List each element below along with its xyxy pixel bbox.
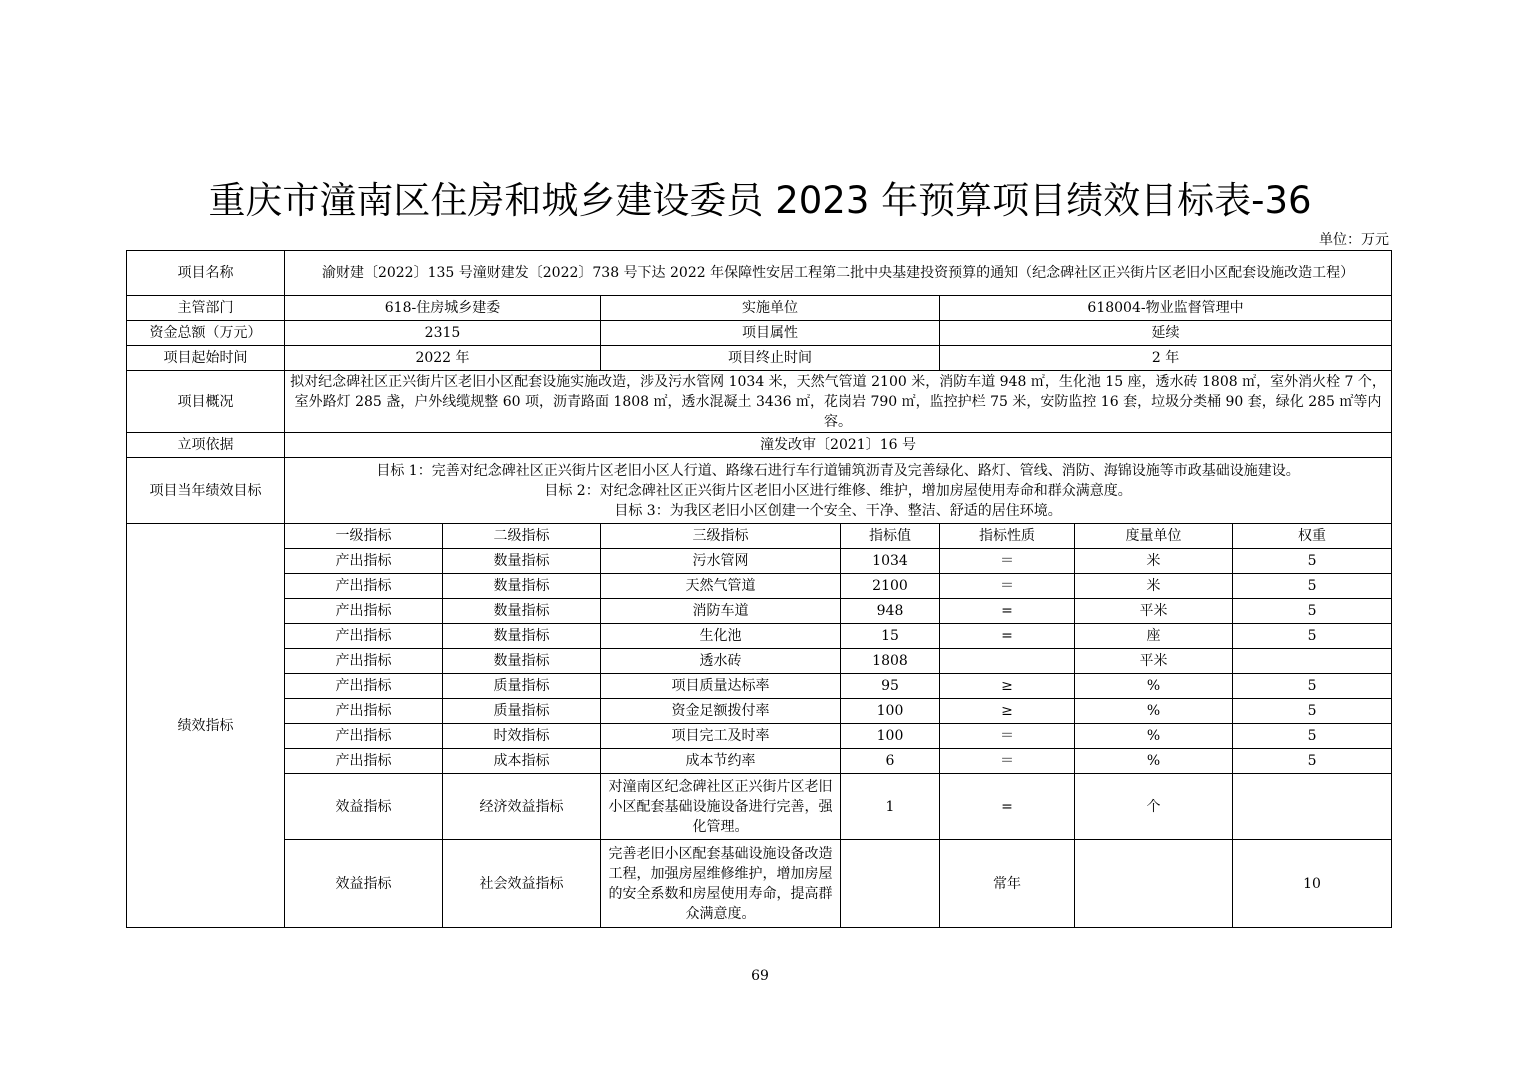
project-name-row (127, 251, 1392, 296)
nature-cell: ≥ (940, 699, 1075, 724)
header-level2: 二级指标 (443, 524, 601, 549)
header-unit: 度量单位 (1075, 524, 1233, 549)
level3-cell: 项目完工及时率 (601, 724, 841, 749)
dept-row (127, 296, 1392, 321)
level1-cell: 产出指标 (285, 724, 443, 749)
fund-label: 资金总额（万元） (127, 321, 285, 346)
unit-cell: % (1075, 699, 1233, 724)
weight-cell: 5 (1233, 624, 1392, 649)
overview-row (127, 371, 1392, 433)
level3-cell: 透水砖 (601, 649, 841, 674)
impl-label: 实施单位 (601, 296, 940, 321)
weight-cell: 5 (1233, 599, 1392, 624)
header-level1: 一级指标 (285, 524, 443, 549)
level2-cell: 社会效益指标 (443, 840, 601, 928)
table-row (127, 699, 1392, 724)
weight-cell: 5 (1233, 724, 1392, 749)
nature-cell: ＝ (940, 749, 1075, 774)
level3-cell: 项目质量达标率 (601, 674, 841, 699)
level3-cell: 成本节约率 (601, 749, 841, 774)
nature-cell (940, 649, 1075, 674)
value-cell: 100 (841, 724, 940, 749)
level1-cell: 产出指标 (285, 549, 443, 574)
level1-cell: 效益指标 (285, 774, 443, 840)
level1-cell: 产出指标 (285, 574, 443, 599)
level3-cell: 天然气管道 (601, 574, 841, 599)
value-cell: 1808 (841, 649, 940, 674)
table-row (127, 549, 1392, 574)
dept-label: 主管部门 (127, 296, 285, 321)
level2-cell: 质量指标 (443, 674, 601, 699)
goal-row (127, 458, 1392, 524)
level3-cell: 资金足额拨付率 (601, 699, 841, 724)
nature-cell: ＝ (940, 724, 1075, 749)
nature-cell: ≥ (940, 674, 1075, 699)
table-row (127, 749, 1392, 774)
table-row (127, 599, 1392, 624)
value-cell: 2100 (841, 574, 940, 599)
goal-2: 目标 2：对纪念碑社区正兴街片区老旧小区进行维修、维护，增加房屋使用寿命和群众满意度。 (544, 482, 1132, 499)
unit-cell: % (1075, 749, 1233, 774)
level3-cell: 生化池 (601, 624, 841, 649)
start-label: 项目起始时间 (127, 346, 285, 371)
weight-cell: 5 (1233, 549, 1392, 574)
overview-label: 项目概况 (127, 371, 285, 433)
fund-row (127, 321, 1392, 346)
table-row (127, 624, 1392, 649)
dept-value: 618-住房城乡建委 (285, 296, 601, 321)
unit-cell: 座 (1075, 624, 1233, 649)
page-title: 重庆市潼南区住房和城乡建设委员 2023 年预算项目绩效目标表-36 (208, 179, 1312, 222)
level3-cell: 对潼南区纪念碑社区正兴街片区老旧小区配套基础设施设备进行完善，强化管理。 (601, 774, 841, 840)
header-value: 指标值 (841, 524, 940, 549)
nature-cell: = (940, 599, 1075, 624)
level2-cell: 经济效益指标 (443, 774, 601, 840)
value-cell: 1 (841, 774, 940, 840)
header-nature: 指标性质 (940, 524, 1075, 549)
level1-cell: 产出指标 (285, 749, 443, 774)
level3-cell: 完善老旧小区配套基础设施设备改造工程，加强房屋维修维护，增加房屋的安全系数和房屋使用寿命，提高群众满意度。 (601, 840, 841, 928)
unit-label: 单位：万元 (1319, 232, 1389, 248)
header-weight: 权重 (1233, 524, 1392, 549)
end-label: 项目终止时间 (601, 346, 940, 371)
goal-1: 目标 1：完善对纪念碑社区正兴街片区老旧小区人行道、路缘石进行车行道铺筑沥青及完善绿化、路灯、管线、消防、海锦设施等市政基础设施建设。 (376, 462, 1300, 479)
unit-cell: 平米 (1075, 649, 1233, 674)
unit-cell: 个 (1075, 774, 1233, 840)
level3-cell: 消防车道 (601, 599, 841, 624)
level2-cell: 数量指标 (443, 649, 601, 674)
indicator-section-label: 绩效指标 (127, 524, 285, 928)
nature-cell: = (940, 774, 1075, 840)
unit-cell: % (1075, 724, 1233, 749)
indicator-header-row (127, 524, 1392, 549)
attr-label: 项目属性 (601, 321, 940, 346)
level1-cell: 产出指标 (285, 699, 443, 724)
attr-value: 延续 (940, 321, 1392, 346)
table-row (127, 574, 1392, 599)
weight-cell (1233, 774, 1392, 840)
unit-cell: 米 (1075, 549, 1233, 574)
value-cell: 100 (841, 699, 940, 724)
header-level3: 三级指标 (601, 524, 841, 549)
project-name-value: 渝财建〔2022〕135 号潼财建发〔2022〕738 号下达 2022 年保障性安居工程第二批中央基建投资预算的通知（纪念碑社区正兴街片区老旧小区配套设施改造工程） (285, 251, 1392, 296)
level1-cell: 产出指标 (285, 624, 443, 649)
value-cell: 6 (841, 749, 940, 774)
level1-cell: 产出指标 (285, 674, 443, 699)
table-row (127, 724, 1392, 749)
value-cell: 1034 (841, 549, 940, 574)
table-row (127, 774, 1392, 840)
level2-cell: 成本指标 (443, 749, 601, 774)
nature-cell: = (940, 624, 1075, 649)
value-cell: 95 (841, 674, 940, 699)
level2-cell: 数量指标 (443, 574, 601, 599)
goal-3: 目标 3：为我区老旧小区创建一个安全、干净、整洁、舒适的居住环境。 (614, 502, 1062, 519)
goal-label: 项目当年绩效目标 (127, 458, 285, 524)
table-row (127, 674, 1392, 699)
weight-cell: 10 (1233, 840, 1392, 928)
value-cell: 948 (841, 599, 940, 624)
start-value: 2022 年 (285, 346, 601, 371)
table-row (127, 840, 1392, 928)
end-value: 2 年 (940, 346, 1392, 371)
table-row (127, 649, 1392, 674)
level1-cell: 产出指标 (285, 649, 443, 674)
weight-cell (1233, 649, 1392, 674)
overview-value: 拟对纪念碑社区正兴街片区老旧小区配套设施实施改造，涉及污水管网 1034 米，天然气管道 2100 米，消防车道 948 ㎡，生化池 15 座，透水砖 1808 ㎡，室外消火栓 7 个，室外路灯 285 盏，户外线缆规整 60 项，沥青路面 1808 ㎡，透水混凝土 3436 ㎡，花岗岩 790 ㎡，监控护栏 75 米，安防监控 16 套，垃圾分类桶 90 套，绿化 285 ㎡等内容。 (285, 371, 1392, 433)
nature-cell: 常年 (940, 840, 1075, 928)
goal-value (285, 458, 1392, 524)
unit-cell (1075, 840, 1233, 928)
impl-value: 618004-物业监督管理中 (940, 296, 1392, 321)
unit-cell: % (1075, 674, 1233, 699)
unit-cell: 平米 (1075, 599, 1233, 624)
fund-value: 2315 (285, 321, 601, 346)
value-cell (841, 840, 940, 928)
level1-cell: 产出指标 (285, 599, 443, 624)
time-row (127, 346, 1392, 371)
weight-cell: 5 (1233, 574, 1392, 599)
level2-cell: 数量指标 (443, 549, 601, 574)
nature-cell: ＝ (940, 549, 1075, 574)
weight-cell: 5 (1233, 749, 1392, 774)
level3-cell: 污水管网 (601, 549, 841, 574)
weight-cell: 5 (1233, 699, 1392, 724)
basis-label: 立项依据 (127, 433, 285, 458)
project-name-label: 项目名称 (127, 251, 285, 296)
unit-cell: 米 (1075, 574, 1233, 599)
level1-cell: 效益指标 (285, 840, 443, 928)
performance-table (126, 250, 1392, 928)
weight-cell: 5 (1233, 674, 1392, 699)
nature-cell: ＝ (940, 574, 1075, 599)
level2-cell: 时效指标 (443, 724, 601, 749)
basis-row (127, 433, 1392, 458)
value-cell: 15 (841, 624, 940, 649)
level2-cell: 数量指标 (443, 624, 601, 649)
level2-cell: 数量指标 (443, 599, 601, 624)
level2-cell: 质量指标 (443, 699, 601, 724)
basis-value: 潼发改审〔2021〕16 号 (285, 433, 1392, 458)
page-number: 69 (751, 968, 769, 984)
